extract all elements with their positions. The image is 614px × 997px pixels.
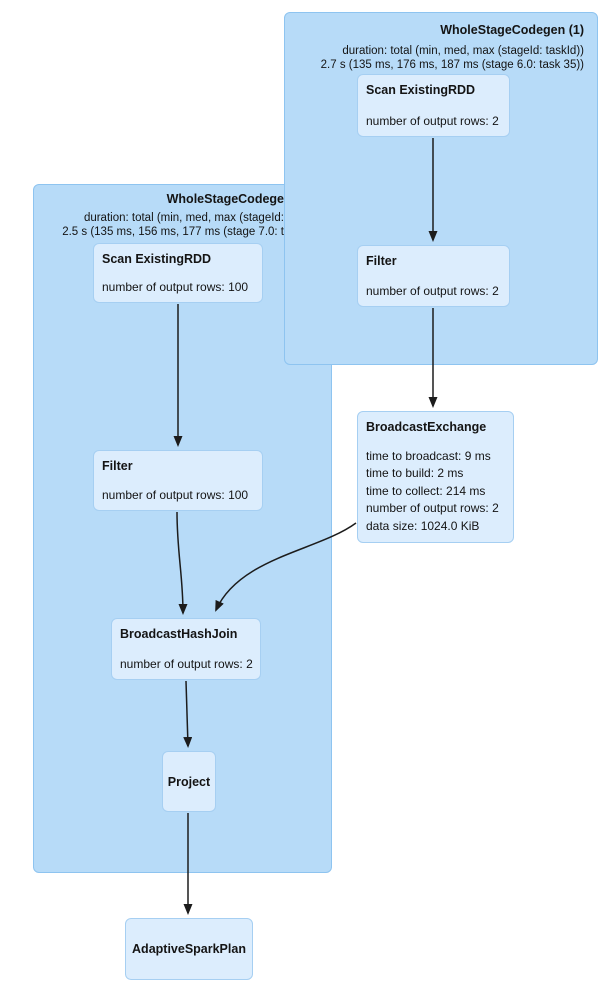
node-adaptive-spark-plan [125,918,253,980]
node-metric: number of output rows: 2 [120,657,253,671]
node-metric: number of output rows: 2 [366,114,499,128]
cluster-title: WholeStageCodegen (1) [440,23,584,37]
node-title: BroadcastHashJoin [120,627,238,641]
node-metric: data size: 1024.0 KiB [366,518,480,533]
cluster-duration-value: 2.7 s (135 ms, 176 ms, 187 ms (stage 6.0: task 35)) [320,59,584,71]
node-title: Scan ExistingRDD [366,83,476,97]
node-metric: time to broadcast: 9 ms [366,448,491,463]
node-metric: number of output rows: 100 [102,488,249,502]
node-metric: number of output rows: 2 [366,501,499,515]
cluster-duration-label: duration: total (min, med, max (stageId: [83,212,284,224]
node-title: BroadcastExchange [366,420,487,434]
node-title: Project [167,774,211,789]
node-metric: time to build: 2 ms [366,466,464,480]
node-scan-existingrdd-left [93,243,263,303]
node-metric: time to collect: 214 ms [366,483,486,498]
node-metric: number of output rows: 2 [366,284,499,298]
node-filter-left [93,450,263,511]
node-metrics [366,448,499,536]
node-project [162,751,216,812]
node-filter-right [357,245,510,307]
cluster-duration-value: 2.5 s (135 ms, 156 ms, 177 ms (stage 7.0: t [62,226,284,238]
node-title: AdaptiveSparkPlan [132,942,246,956]
wholestagecodegen-cluster-right [284,12,598,365]
node-metric: number of output rows: 100 [102,280,249,294]
node-scan-existingrdd-right [357,74,510,137]
node-title: Filter [102,459,133,473]
cluster-duration-label: duration: total (min, med, max (stageId: taskId)) [342,45,584,57]
node-broadcast-hash-join [111,618,261,680]
node-title: Filter [366,254,397,268]
node-title: Scan ExistingRDD [102,252,212,266]
cluster-title: WholeStageCodege [166,192,284,206]
node-broadcast-exchange [357,411,514,543]
